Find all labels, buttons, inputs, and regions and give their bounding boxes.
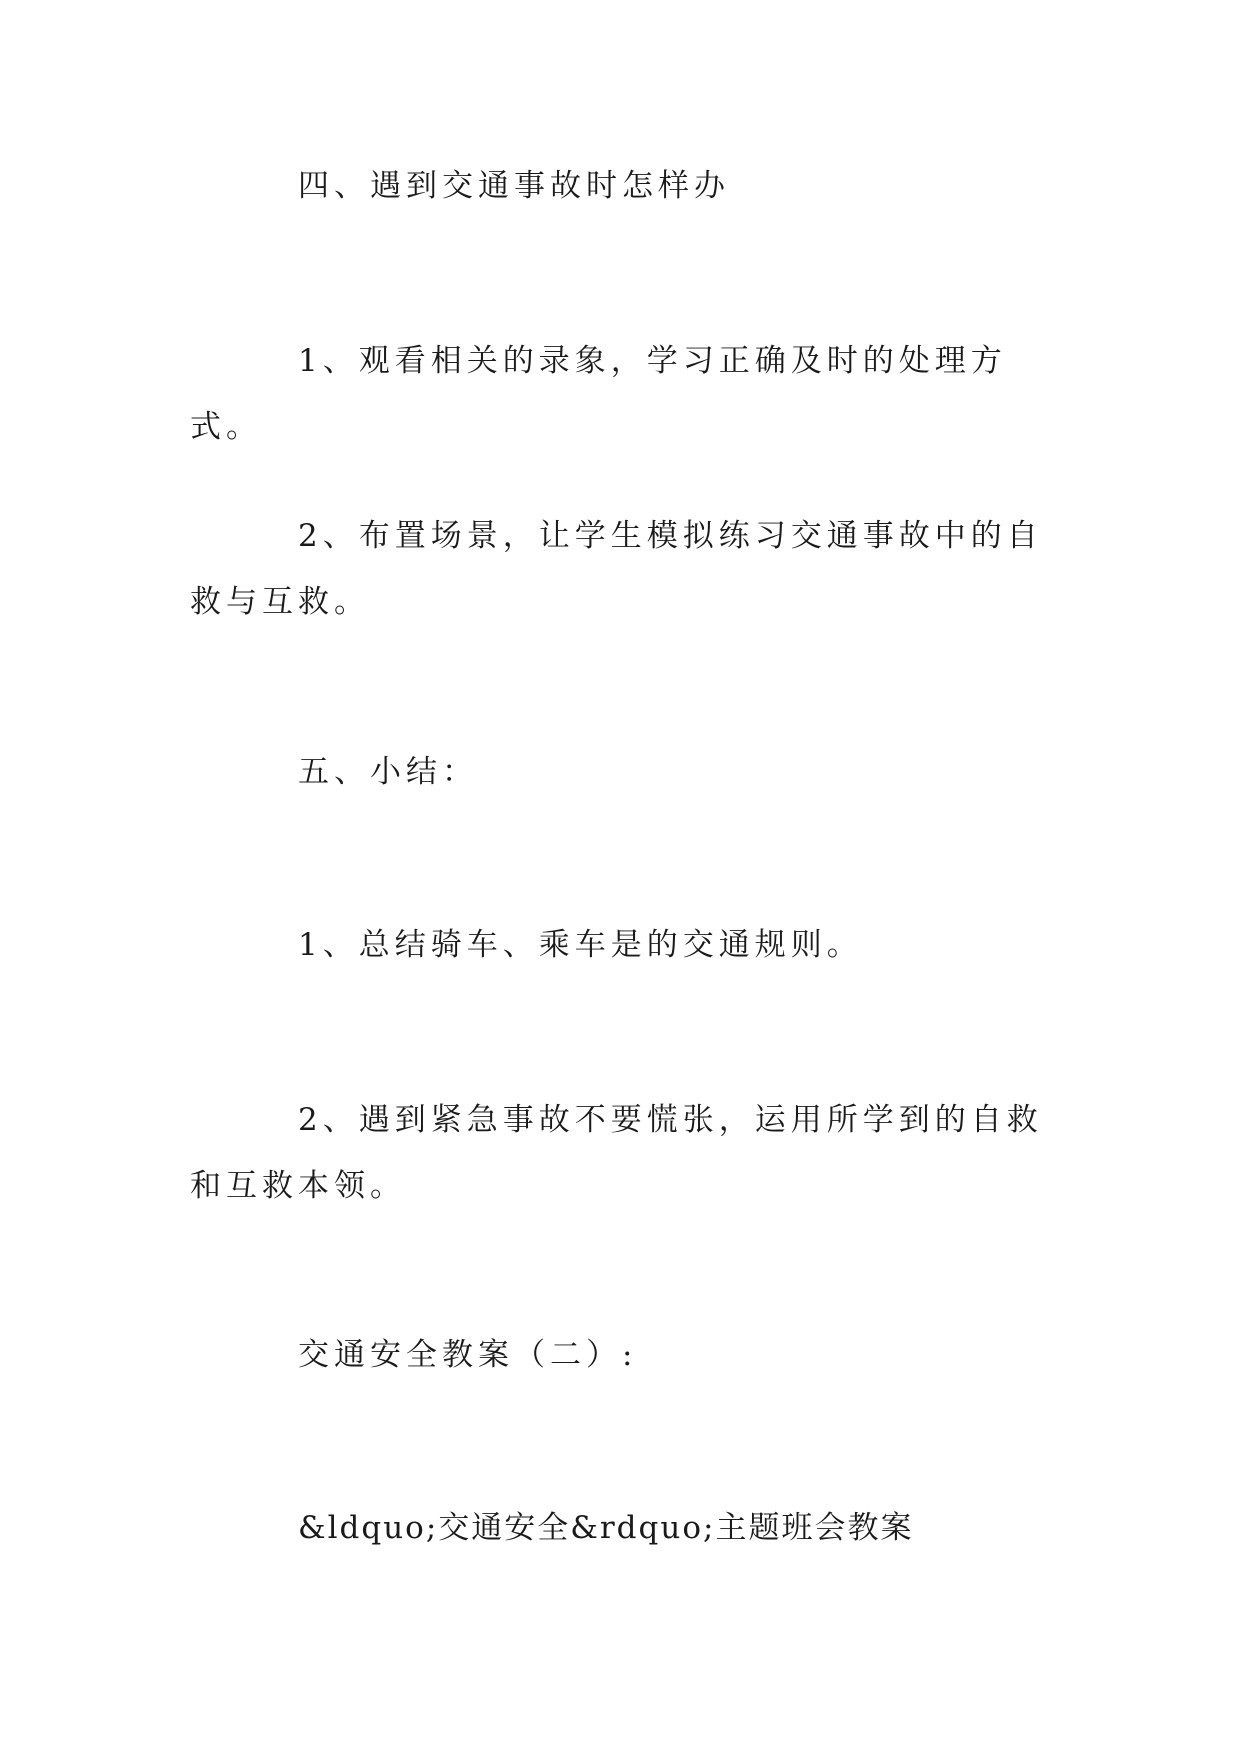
list-item-simulation-practice: 2、布置场景，让学生模拟练习交通事故中的自救与互救。: [190, 518, 1043, 620]
section-heading-traffic-accident: 四、遇到交通事故时怎样办: [298, 168, 730, 204]
list-item-emergency-response: 2、遇到紧急事故不要慌张，运用所学到的自救和互救本领。: [190, 1102, 1043, 1204]
section-heading-lesson-plan-two: 交通安全教案（二）:: [298, 1337, 638, 1373]
list-item-traffic-rules: 1、总结骑车、乘车是的交通规则。: [298, 927, 863, 963]
section-heading-summary: 五、小结：: [298, 754, 478, 790]
lesson-plan-title: &ldquo;交通安全&rdquo;主题班会教案: [298, 1510, 914, 1546]
list-item-watch-video: 1、观看相关的录象，学习正确及时的处理方式。: [190, 343, 1007, 445]
